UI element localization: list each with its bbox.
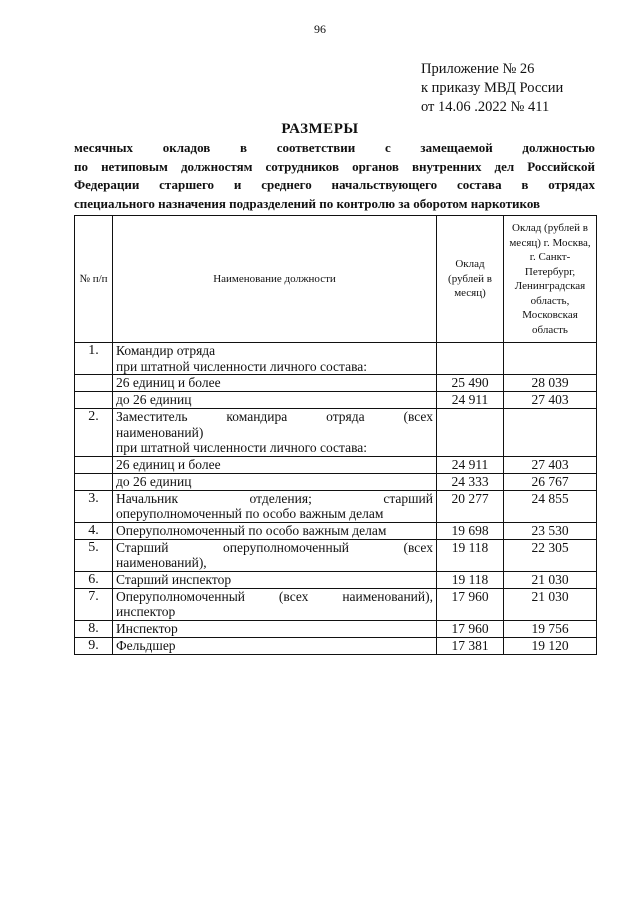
position-line: наименований)	[116, 424, 204, 440]
position-line: при штатной численности личного состава:	[116, 440, 368, 455]
table-row	[75, 375, 597, 392]
appendix-line: Приложение № 26	[421, 61, 535, 77]
table-row	[75, 409, 597, 457]
row-number: 5.	[75, 539, 113, 571]
salary-value: 19 118	[437, 571, 504, 588]
header-position-name: Наименование должности	[113, 216, 437, 343]
header-salary-moscow: Оклад (рублей в месяц) г. Москва, г. Санкт-Петербург, Ленинградская область, Московская область	[504, 216, 597, 343]
position-line: Старший оперуполномоченный (всех	[116, 539, 433, 555]
position-name	[113, 343, 437, 375]
salary-moscow-value: 22 305	[504, 539, 597, 571]
salary-value: 17 960	[437, 588, 504, 620]
salary-value: 24 911	[437, 392, 504, 409]
salary-moscow-value: 27 403	[504, 392, 597, 409]
table-row	[75, 392, 597, 409]
appendix-line: к приказу МВД России	[421, 80, 564, 96]
row-number: 3.	[75, 490, 113, 522]
position-line: Командир отряда	[116, 343, 216, 358]
position-subcategory: 26 единиц и более	[113, 375, 437, 392]
row-number: 6.	[75, 571, 113, 588]
salary-value: 24 333	[437, 473, 504, 490]
table-row	[75, 456, 597, 473]
row-number: 9.	[75, 637, 113, 654]
subtitle-line: Федерации старшего и среднего начальствующего состава в отрядах	[74, 177, 595, 192]
position-line: Заместитель командира отряда (всех	[116, 409, 433, 424]
table-row	[75, 343, 597, 375]
position-line: инспектор	[116, 604, 176, 619]
row-number: 2.	[75, 409, 113, 457]
position-name	[113, 522, 437, 539]
position-name	[113, 409, 437, 457]
salary-value: 19 698	[437, 522, 504, 539]
table-row	[75, 539, 597, 571]
position-line: Фельдшер	[116, 637, 176, 653]
position-line: Оперуполномоченный (всех наименований),	[116, 588, 433, 604]
position-name	[113, 588, 437, 620]
subtitle-line: по нетиповым должностям сотрудников органов внутренних дел Российской	[74, 158, 595, 174]
page-number: 96	[314, 22, 326, 36]
salary-moscow-value: 27 403	[504, 456, 597, 473]
salary-value: 19 118	[437, 539, 504, 571]
position-line: Старший инспектор	[116, 571, 232, 587]
table-row	[75, 571, 597, 588]
salary-value: 24 911	[437, 456, 504, 473]
row-number: 4.	[75, 522, 113, 539]
position-line: Начальник отделения; старший	[116, 490, 433, 506]
position-subcategory: до 26 единиц	[113, 473, 437, 490]
salary-moscow-value: 28 039	[504, 375, 597, 392]
salary-moscow-value: 19 120	[504, 637, 597, 654]
salary-moscow-value: 26 767	[504, 473, 597, 490]
position-subcategory: до 26 единиц	[113, 392, 437, 409]
position-name	[113, 637, 437, 654]
salary-moscow-value: 19 756	[504, 620, 597, 637]
position-line: Инспектор	[116, 620, 178, 636]
salary-value: 25 490	[437, 375, 504, 392]
position-name	[113, 571, 437, 588]
subtitle-line: месячных окладов в соответствии с замещаемой должностью	[74, 140, 595, 155]
salary-moscow-value: 24 855	[504, 490, 597, 522]
header-salary: Оклад (рублей в месяц)	[437, 216, 504, 343]
salary-value: 20 277	[437, 490, 504, 522]
salary-moscow-value: 21 030	[504, 571, 597, 588]
table-row	[75, 522, 597, 539]
position-name	[113, 490, 437, 522]
appendix-reference	[421, 60, 563, 117]
table-row	[75, 490, 597, 522]
position-line: Оперуполномоченный по особо важным делам	[116, 522, 387, 538]
position-subcategory: 26 единиц и более	[113, 456, 437, 473]
salary-moscow-value: 21 030	[504, 588, 597, 620]
position-line: при штатной численности личного состава:	[116, 358, 368, 374]
salary-value: 17 381	[437, 637, 504, 654]
document-subtitle	[74, 139, 595, 213]
position-line: оперуполномоченный по особо важным делам	[116, 506, 384, 521]
table-row	[75, 473, 597, 490]
salary-moscow-value: 23 530	[504, 522, 597, 539]
table-row	[75, 620, 597, 637]
appendix-line: от 14.06 .2022 № 411	[421, 99, 550, 115]
salary-value: 17 960	[437, 620, 504, 637]
position-line: наименований),	[116, 555, 207, 570]
salary-table	[74, 215, 597, 655]
table-row	[75, 588, 597, 620]
position-name	[113, 539, 437, 571]
table-row	[75, 637, 597, 654]
row-number: 7.	[75, 588, 113, 620]
position-name	[113, 620, 437, 637]
header-number: № п/п	[75, 216, 113, 343]
row-number: 1.	[75, 343, 113, 375]
document-title: РАЗМЕРЫ	[281, 121, 359, 137]
row-number: 8.	[75, 620, 113, 637]
subtitle-line: специального назначения подразделений по контролю за оборотом наркотиков	[74, 195, 541, 211]
